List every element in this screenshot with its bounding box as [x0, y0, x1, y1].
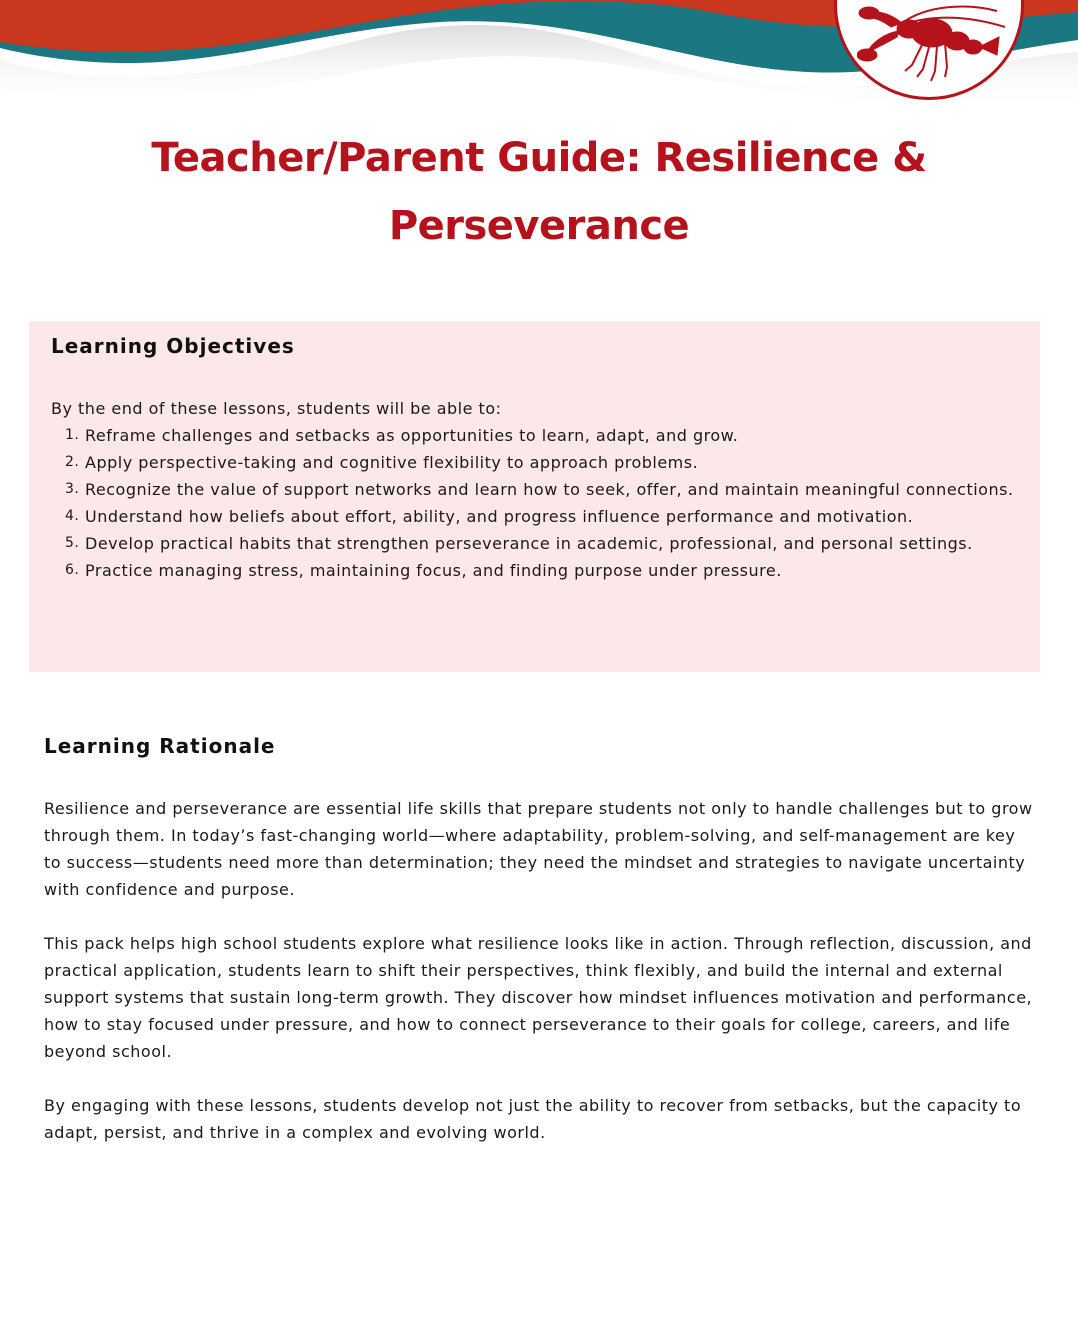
objective-item: [65, 557, 1018, 584]
objective-item: [65, 422, 1018, 449]
objective-text: Reframe challenges and setbacks as opportunities to learn, adapt, and grow.: [85, 426, 739, 445]
objective-number: 6.: [65, 562, 80, 578]
objective-number: 5.: [65, 535, 80, 551]
rationale-heading: Learning Rationale: [44, 734, 276, 758]
objective-text: Recognize the value of support networks and learn how to seek, offer, and maintain meaningful connections.: [85, 480, 1014, 499]
lobster-icon: [857, 3, 1007, 98]
objective-text: Understand how beliefs about effort, ability, and progress influence performance and motivation.: [85, 507, 914, 526]
objectives-intro: By the end of these lessons, students will be able to:: [51, 399, 502, 418]
objective-item: [65, 449, 1018, 476]
rationale-paragraph: Resilience and perseverance are essential life skills that prepare students not only to handle challenges but to grow through them. In today’s fast-changing world—where adaptability, problem-solving, and self-management are key to success—students need more than determination; they need the mindset and strategies to navigate uncertainty with confidence and purpose.: [44, 799, 1033, 899]
objective-item: [65, 476, 1018, 503]
logo-badge: [834, 0, 1024, 100]
objective-text: Apply perspective-taking and cognitive flexibility to approach problems.: [85, 453, 699, 472]
objective-item: [65, 503, 1018, 530]
objective-number: 3.: [65, 481, 80, 497]
objective-item: [65, 530, 1018, 557]
objective-number: 4.: [65, 508, 80, 524]
learning-rationale-section: [44, 731, 1034, 1146]
objectives-list: [51, 422, 1018, 584]
objectives-heading: Learning Objectives: [51, 334, 295, 358]
objective-text: Develop practical habits that strengthen perseverance in academic, professional, and personal settings.: [85, 534, 973, 553]
page-title: Teacher/Parent Guide: Resilience & Perseverance: [151, 135, 927, 249]
rationale-paragraph: By engaging with these lessons, students develop not just the ability to recover from setbacks, but the capacity to adapt, persist, and thrive in a complex and evolving world.: [44, 1096, 1022, 1142]
learning-objectives-section: [29, 321, 1040, 672]
objective-text: Practice managing stress, maintaining focus, and finding purpose under pressure.: [85, 561, 782, 580]
rationale-paragraph: This pack helps high school students explore what resilience looks like in action. Through reflection, discussion, and practical application, students learn to shift their perspectives, think flexibly, and build the internal and external support systems that sustain long-term growth. They discover how mindset influences motivation and performance, how to stay focused under pressure, and how to connect perseverance to their goals for college, careers, and life beyond school.: [44, 934, 1033, 1061]
objective-number: 1.: [65, 427, 80, 443]
objective-number: 2.: [65, 454, 80, 470]
